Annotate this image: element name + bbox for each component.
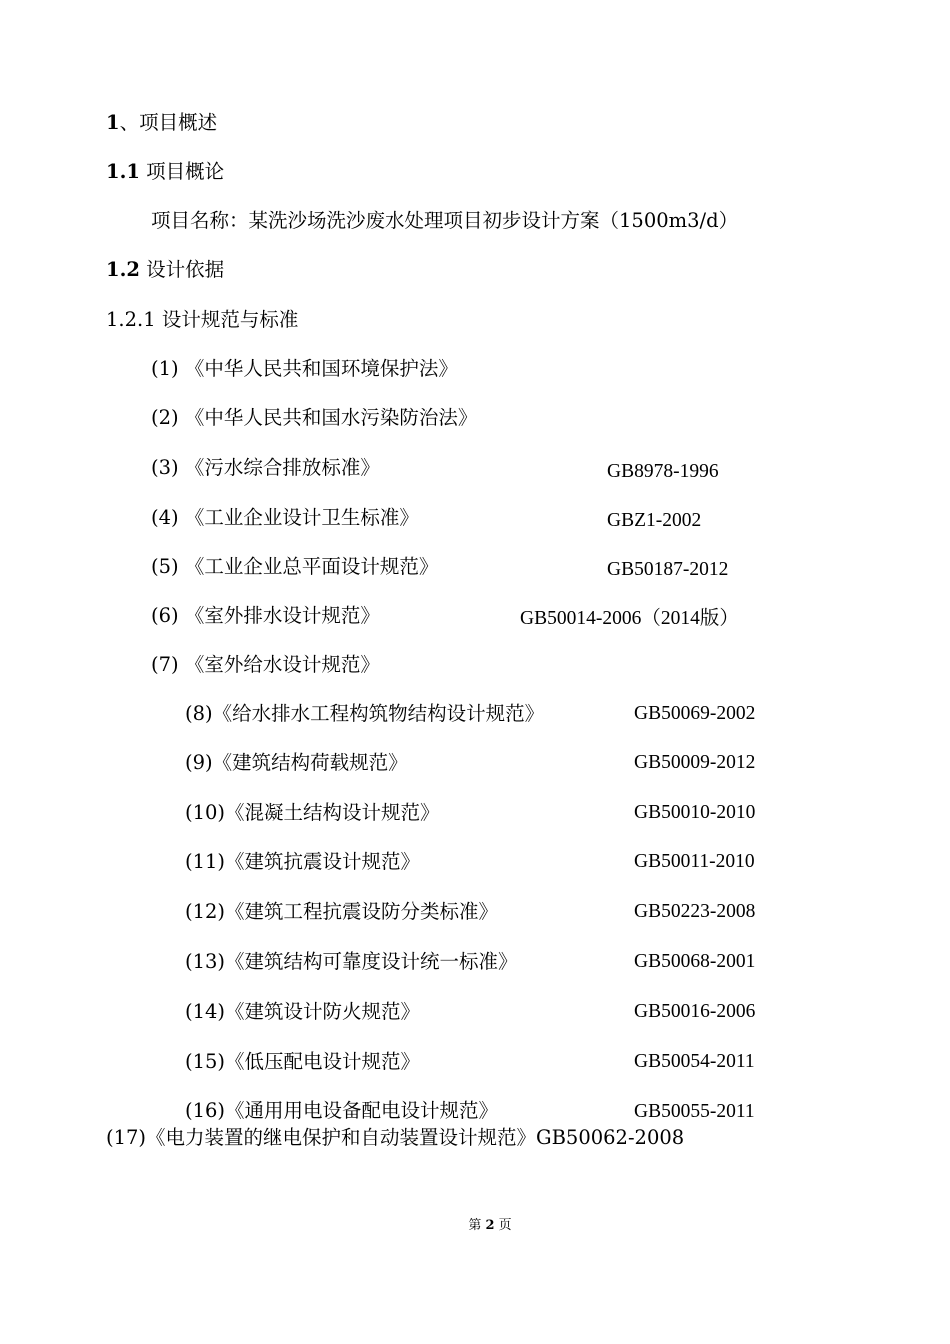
standard-item-label: (12)《建筑工程抗震设防分类标准》 xyxy=(185,900,499,923)
standard-item-label: (9)《建筑结构荷载规范》 xyxy=(185,751,408,774)
standard-item-label: (6) 《室外排水设计规范》 xyxy=(151,604,380,627)
standard-code: GB50010-2010 xyxy=(634,802,756,823)
standard-item-label: (10)《混凝土结构设计规范》 xyxy=(185,801,440,824)
standard-code: GB8978-1996 xyxy=(607,461,719,482)
standard-item-label: (14)《建筑设计防火规范》 xyxy=(185,1000,421,1023)
standard-item-label: (15)《低压配电设计规范》 xyxy=(185,1050,421,1073)
subsection-heading-1-2-1: 1.2.1 设计规范与标准 xyxy=(106,308,299,331)
standard-item-label: (3) 《污水综合排放标准》 xyxy=(151,456,380,479)
section-title: 项目概论 xyxy=(139,160,225,183)
standard-code: GBZ1-2002 xyxy=(607,510,702,531)
footer-prefix: 第 xyxy=(468,1218,486,1233)
standard-code: GB50011-2010 xyxy=(634,851,755,872)
page-footer xyxy=(0,1218,950,1234)
standard-code: GB50187-2012 xyxy=(607,559,729,580)
section-number: 1.2 xyxy=(106,258,140,281)
standard-code: GB50069-2002 xyxy=(634,703,756,724)
standard-item-label: (2) 《中华人民共和国水污染防治法》 xyxy=(151,406,478,429)
standard-item-label: (8)《给水排水工程构筑物结构设计规范》 xyxy=(185,702,545,725)
standard-item-label: (13)《建筑结构可靠度设计统一标准》 xyxy=(185,950,518,973)
standard-item-label: (7) 《室外给水设计规范》 xyxy=(151,653,380,676)
section-title: 设计依据 xyxy=(139,258,225,281)
section-heading-1 xyxy=(106,111,217,135)
standard-code: GB50014-2006（2014版） xyxy=(520,608,739,629)
standard-item-label: (16)《通用用电设备配电设计规范》 xyxy=(185,1099,499,1122)
standard-code: GB50054-2011 xyxy=(634,1051,755,1072)
standard-code: GB50016-2006 xyxy=(634,1001,756,1022)
section-title: 、项目概述 xyxy=(119,111,218,134)
standard-item-label: (4) 《工业企业设计卫生标准》 xyxy=(151,506,419,529)
standard-code: GB50223-2008 xyxy=(634,901,756,922)
standard-item-label: (1) 《中华人民共和国环境保护法》 xyxy=(151,357,458,380)
standard-item-label: (5) 《工业企业总平面设计规范》 xyxy=(151,555,439,578)
page-number: 2 xyxy=(485,1218,495,1233)
section-heading-1-1 xyxy=(106,160,224,184)
standard-item-label: (17)《电力装置的继电保护和自动装置设计规范》GB50062-2008 xyxy=(106,1126,685,1149)
section-heading-1-2 xyxy=(106,258,224,282)
standard-code: GB50009-2012 xyxy=(634,752,756,773)
project-name: 项目名称：某洗沙场洗沙废水处理项目初步设计方案（1500m3/d） xyxy=(151,209,739,232)
section-number: 1 xyxy=(106,111,120,134)
section-number: 1.1 xyxy=(106,160,140,183)
standard-code: GB50068-2001 xyxy=(634,951,756,972)
footer-suffix: 页 xyxy=(494,1218,512,1233)
standard-item-label: (11)《建筑抗震设计规范》 xyxy=(185,850,421,873)
standard-code: GB50055-2011 xyxy=(634,1101,755,1122)
